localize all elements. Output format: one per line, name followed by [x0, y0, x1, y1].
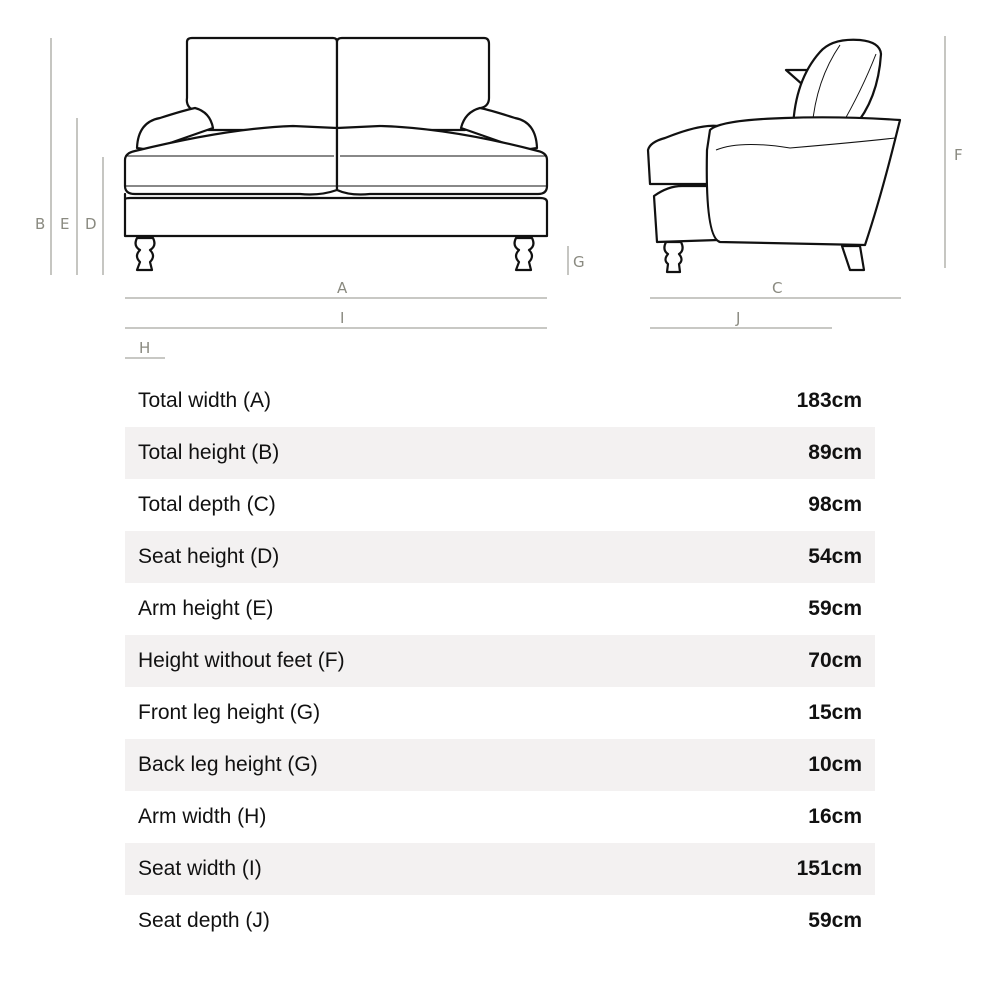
spec-label: Total width (A)	[138, 389, 272, 412]
spec-label: Arm height (E)	[138, 597, 274, 620]
label-d: D	[85, 215, 97, 233]
table-row	[125, 635, 875, 687]
spec-value: 183cm	[796, 389, 862, 412]
label-j: J	[736, 309, 741, 327]
spec-label: Seat height (D)	[138, 545, 280, 568]
dimensions-table	[125, 375, 875, 947]
spec-value: 10cm	[808, 753, 862, 776]
spec-value: 54cm	[808, 545, 862, 568]
label-i: I	[340, 309, 345, 327]
label-f: F	[954, 146, 963, 164]
spec-value: 59cm	[808, 909, 862, 932]
table-row	[125, 375, 875, 427]
spec-label: Total height (B)	[138, 441, 280, 464]
spec-value: 70cm	[808, 649, 862, 672]
front-view-sofa	[125, 38, 547, 270]
spec-label: Seat width (I)	[138, 857, 262, 880]
table-row	[125, 791, 875, 843]
table-row	[125, 531, 875, 583]
spec-value: 98cm	[808, 493, 862, 516]
table-row	[125, 739, 875, 791]
spec-label: Front leg height (G)	[138, 701, 321, 724]
spec-value: 89cm	[808, 441, 862, 464]
label-a: A	[337, 279, 348, 297]
label-h: H	[139, 339, 151, 357]
table-row	[125, 583, 875, 635]
spec-label: Arm width (H)	[138, 805, 267, 828]
spec-value: 151cm	[796, 857, 862, 880]
side-view-sofa	[648, 40, 900, 272]
spec-label: Back leg height (G)	[138, 753, 318, 776]
spec-value: 59cm	[808, 597, 862, 620]
spec-value: 15cm	[808, 701, 862, 724]
table-row	[125, 427, 875, 479]
label-g: G	[573, 253, 585, 271]
spec-label: Total depth (C)	[138, 493, 276, 516]
spec-label: Height without feet (F)	[138, 649, 345, 672]
spec-value: 16cm	[808, 805, 862, 828]
sofa-dimension-diagram	[0, 0, 1000, 370]
label-b: B	[35, 215, 46, 233]
label-c: C	[772, 279, 783, 297]
table-row	[125, 895, 875, 947]
spec-label: Seat depth (J)	[138, 909, 270, 932]
table-row	[125, 687, 875, 739]
label-e: E	[60, 215, 70, 233]
table-row	[125, 479, 875, 531]
table-row	[125, 843, 875, 895]
